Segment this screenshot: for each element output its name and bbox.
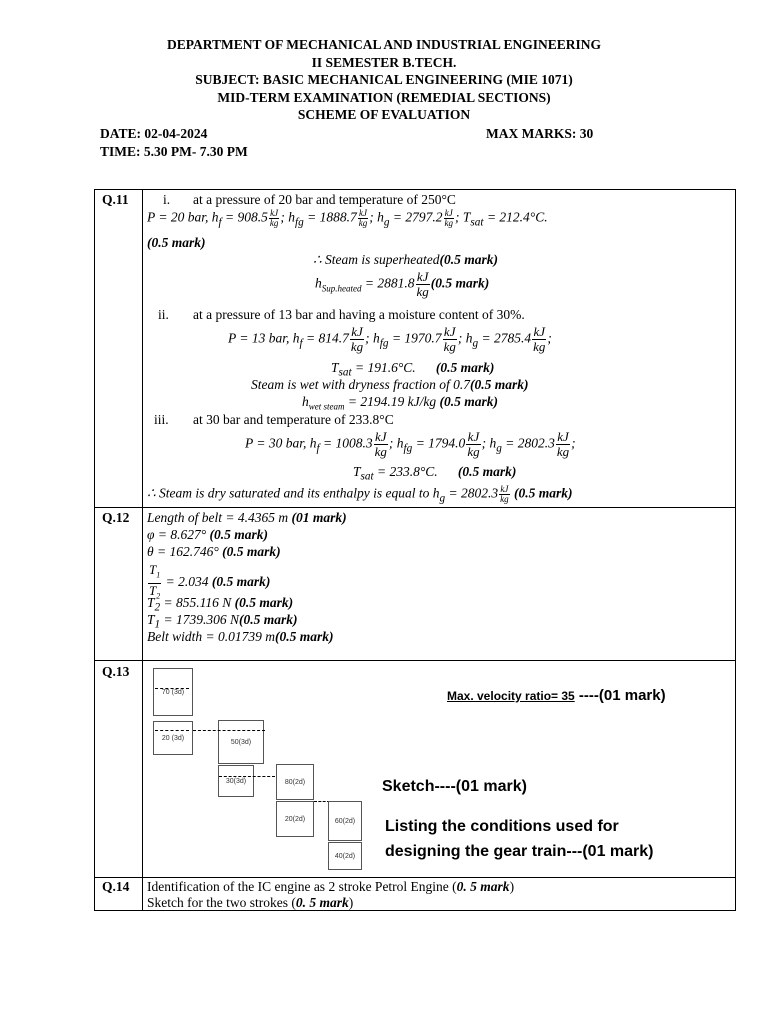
gear-50-3d: 50(3d) [218,720,264,764]
mark-label: (0.5 mark) [147,235,206,250]
gear-60-2d: 60(2d) [328,801,362,841]
gear-30-3d: 30(3d) [218,765,254,797]
tension-t1: $T_1 = 1739.306$ N(0.5 mark) [147,612,298,631]
exam-time: TIME: 5.30 PM- 7.30 PM [100,144,248,159]
phi-angle: φ = 8.627° (0.5 mark) [147,527,268,542]
center-line [155,688,189,689]
part-number: ii. [158,307,169,322]
belt-length: Length of belt = 4.4365 m (01 mark) [147,510,347,525]
velocity-ratio-line: Max. velocity ratio= 35 ----(01 mark) [447,687,666,704]
enthalpy-line: $h_{wet steam} = 2194.19$ kJ/kg (0.5 mark) [302,394,498,412]
center-line [193,730,265,731]
scheme-title: SCHEME OF EVALUATION [297,107,471,122]
max-marks: MAX MARKS: 30 [486,126,594,141]
theta-angle: θ = 162.746° (0.5 mark) [147,544,281,559]
part-title: at 30 bar and temperature of 233.8°C [193,412,394,427]
semester-title: II SEMESTER B.TECH. [311,55,457,70]
part-number: i. [163,192,171,207]
column-divider [142,190,143,910]
center-line [155,730,189,731]
part-number: iii. [154,412,169,427]
exam-date: DATE: 02-04-2024 [100,126,208,141]
tension-t2: $T_2 = 855.116$ N (0.5 mark) [147,595,294,614]
conclusion-text: ∴ Steam is dry saturated and its enthalpy is equal to $h_g = 2802.3$ $\frac{kJ}{kg}$ (0.5 mark) [147,484,573,505]
listing-line-1: Listing the conditions used for [385,818,619,835]
subject-title: SUBJECT: BASIC MECHANICAL ENGINEERING (MIE 1071) [195,72,573,87]
row-divider [95,660,735,661]
belt-width: Belt width = 0.01739 m(0.5 mark) [147,629,334,644]
gear-80-2d: 80(2d) [276,764,314,800]
question-number: Q.12 [102,510,130,525]
dryness-fraction-line: Steam is wet with dryness fraction of 0.7(0.5 mark) [251,377,529,392]
steam-properties: P = 20 bar, $h_f = 908.5$ $\frac{kJ}{kg}$ ; $h_{fg} = 1888.7$ $\frac{kJ}{kg}$ ; $h_g = 2797.2$ $\frac{kJ}{kg}$ ; $T_{sat} = 212.4^\circ C$. [147,208,548,229]
steam-properties: P = 13 bar, $h_f = 814.7$ $\frac{kJ}{kg}$ ; $h_{fg} = 1970.7$ $\frac{kJ}{kg}$ ; $h_g = 2785.4$ $\frac{kJ}{kg}$ ; [228,324,552,354]
tension-ratio: $\frac{T_1}{T_2}$ = 2.034 (0.5 mark) [149,562,271,601]
saturation-temperature: $T_{sat} = 233.8^\circ C$. (0.5 mark) [353,464,517,483]
center-line [219,776,275,777]
two-stroke-sketch: Sketch for the two strokes (0. 5 mark) [147,895,354,910]
gear-20-3d: 20 (3d) [153,721,193,755]
row-divider [95,507,735,508]
sketch-mark: Sketch----(01 mark) [382,778,527,795]
enthalpy-line: $h_{Sup.heated} = 2881.8$ $\frac{kJ}{kg}$ (0.5 mark) [315,269,490,299]
part-title: at a pressure of 20 bar and temperature of 250°C [193,192,456,207]
listing-line-2: designing the gear train---(01 mark) [385,843,654,860]
steam-properties: P = 30 bar, $h_f = 1008.3$ $\frac{kJ}{kg}$ ; $h_{fg} = 1794.0$ $\frac{kJ}{kg}$ ; $h_g = 2802.3$ $\frac{kJ}{kg}$ ; [245,429,576,459]
part-title: at a pressure of 13 bar and having a moisture content of 30%. [193,307,525,322]
gear-70-3d: 70 (3d) [153,668,193,716]
conclusion-text: ∴ Steam is superheated(0.5 mark) [313,252,498,267]
question-number: Q.13 [102,664,130,679]
gear-20-2d: 20(2d) [276,801,314,837]
question-number: Q.14 [102,879,130,894]
saturation-temperature: $T_{sat} = 191.6^\circ C$. (0.5 mark) [331,360,495,379]
gear-40-2d: 40(2d) [328,842,362,870]
question-number: Q.11 [102,192,129,207]
row-divider [95,877,735,878]
answer-table [94,189,736,911]
ic-engine-identification: Identification of the IC engine as 2 stroke Petrol Engine (0. 5 mark) [147,879,515,894]
department-title: DEPARTMENT OF MECHANICAL AND INDUSTRIAL ENGINEERING [167,37,601,52]
exam-title: MID-TERM EXAMINATION (REMEDIAL SECTIONS) [217,90,551,105]
